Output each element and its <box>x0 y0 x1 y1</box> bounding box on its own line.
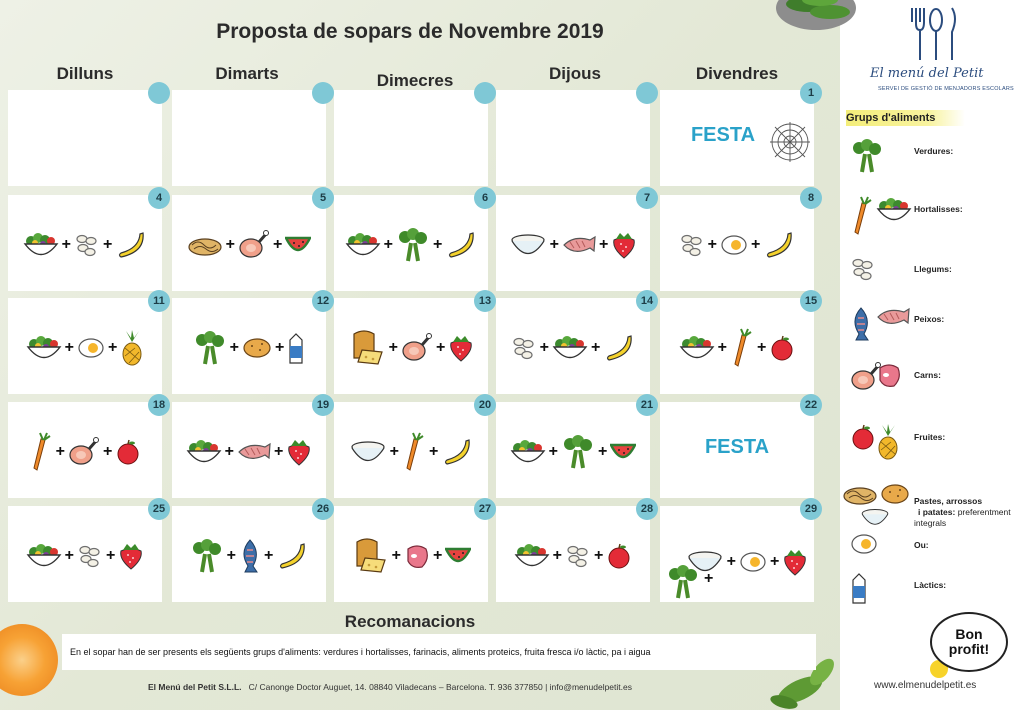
day-number-badge: 12 <box>312 290 334 312</box>
day-number-badge: 8 <box>800 187 822 209</box>
plus-sign: + <box>539 339 549 356</box>
calendar-cell <box>334 295 492 394</box>
holiday-label: FESTA <box>690 124 756 146</box>
rice-icon <box>509 232 547 258</box>
apple-icon <box>115 439 141 465</box>
calendar-cell <box>660 192 815 291</box>
group-label: Verdures: <box>914 146 954 156</box>
calendar-cell <box>172 399 330 498</box>
day-header-dijous: Dijous <box>549 64 601 83</box>
meal-row <box>334 328 488 368</box>
fish-icon <box>850 306 872 347</box>
meal-row <box>8 328 162 368</box>
day-number-badge: 25 <box>148 498 170 520</box>
groups-title: Grups d'aliments <box>846 110 965 126</box>
group-label: Làctics: <box>914 580 947 590</box>
strawberry-icon <box>782 547 808 577</box>
logo-name: El menú del Petit <box>870 66 984 81</box>
plus-sign: + <box>106 547 116 564</box>
salad-icon <box>552 334 588 362</box>
broccoli-icon <box>396 227 430 263</box>
calendar-cell <box>172 503 330 602</box>
broccoli-icon <box>561 434 595 470</box>
day-number-badge: 29 <box>800 498 822 520</box>
strawberry-icon <box>118 541 144 571</box>
apple-icon <box>850 424 876 455</box>
logo-subtitle: SERVEI DE GESTIÓ DE MENJADORS ESCOLARS <box>878 86 1014 92</box>
day-number-badge: 7 <box>636 187 658 209</box>
plus-sign: + <box>103 443 113 460</box>
egg-icon <box>739 550 767 574</box>
milk-icon <box>850 572 868 609</box>
strawberry-icon <box>611 230 637 260</box>
plus-sign: + <box>433 547 443 564</box>
green-beans-bowl-icon <box>768 0 868 40</box>
banana-icon <box>115 230 147 260</box>
watermelon-icon <box>610 443 636 461</box>
meal-row <box>8 225 162 265</box>
bon-profit-bubble <box>930 612 1008 672</box>
meal-row <box>8 536 162 576</box>
calendar-cell <box>8 192 163 291</box>
day-number-badge: 15 <box>800 290 822 312</box>
fish-icon <box>239 538 261 574</box>
milk-icon <box>287 332 305 364</box>
bon-profit-line2: profit! <box>948 641 990 657</box>
day-number-badge <box>474 82 496 104</box>
plus-sign: + <box>599 236 609 253</box>
plus-sign: + <box>433 236 443 253</box>
meal-row <box>334 225 488 265</box>
broccoli-icon <box>193 330 227 366</box>
meal-row <box>496 328 650 368</box>
recommendations-box <box>62 634 816 670</box>
plus-sign: + <box>391 547 401 564</box>
salad-icon <box>514 542 550 570</box>
day-header-dilluns: Dilluns <box>56 64 114 83</box>
legumes-icon <box>850 256 876 287</box>
calendar-cell <box>660 295 818 394</box>
legumes-icon <box>74 232 100 258</box>
plus-sign: + <box>383 236 393 253</box>
meal-row <box>660 225 814 265</box>
rice-icon <box>860 507 890 532</box>
day-number-badge: 22 <box>800 394 822 416</box>
plus-sign: + <box>549 236 559 253</box>
group-label: Ou: <box>914 540 929 550</box>
bon-profit-line1: Bon <box>955 626 983 642</box>
meal-row <box>172 432 326 472</box>
plus-sign: + <box>757 339 767 356</box>
spider-web-icon <box>768 120 812 169</box>
plus-sign: + <box>226 547 236 564</box>
carrot-icon <box>402 432 426 472</box>
salmon-icon <box>876 306 910 333</box>
carrot-icon <box>29 432 53 472</box>
day-number-badge <box>636 82 658 104</box>
day-number-badge: 6 <box>474 187 496 209</box>
calendar-cell <box>496 90 650 186</box>
legumes-icon <box>511 335 537 361</box>
plus-sign: + <box>229 339 239 356</box>
day-header-divendres: Divendres <box>695 64 779 83</box>
calendar-cell <box>172 90 326 186</box>
salad-icon <box>876 196 912 229</box>
group-label: Pastes, arrossos <box>914 496 983 506</box>
salmon-icon <box>237 441 271 463</box>
cutlery-logo-icon <box>906 4 966 64</box>
salad-icon <box>345 231 381 259</box>
meat-icon <box>876 362 902 393</box>
calendar-cell <box>660 503 818 602</box>
plus-sign: + <box>388 339 398 356</box>
legumes-icon <box>77 543 103 569</box>
recommendations-text: En el sopar han de ser presents els següents grups d'aliments: verdures i hortalisses, farinacis, aliments proteics, fruita fresca i/o làctic, pa i aigua <box>70 647 651 657</box>
broccoli-icon <box>666 564 700 605</box>
watermelon-icon <box>285 236 311 254</box>
ham-icon <box>401 333 433 363</box>
day-number-badge: 20 <box>474 394 496 416</box>
plus-sign: + <box>436 339 446 356</box>
egg-icon <box>77 336 105 360</box>
pasta-icon <box>187 233 223 257</box>
bread-icon <box>351 538 389 574</box>
day-number-badge <box>148 82 170 104</box>
day-number-badge: 18 <box>148 394 170 416</box>
carrot-icon <box>730 328 754 368</box>
meal-row <box>660 328 814 368</box>
plus-sign: + <box>103 236 113 253</box>
meat-icon <box>404 543 430 569</box>
meal-row <box>496 432 650 472</box>
potato-icon <box>242 336 272 360</box>
plus-sign: + <box>225 236 235 253</box>
pineapple-icon <box>876 424 900 465</box>
calendar-cell <box>334 90 488 186</box>
plus-sign: + <box>108 339 118 356</box>
calendar-cell <box>496 192 651 291</box>
egg-icon <box>850 532 878 561</box>
plus-sign: + <box>55 443 65 460</box>
rice-icon <box>349 439 387 465</box>
calendar-cell <box>496 503 654 602</box>
strawberry-icon <box>286 437 312 467</box>
day-number-badge: 27 <box>474 498 496 520</box>
plus-sign: + <box>594 547 604 564</box>
calendar-cell <box>660 399 818 498</box>
plus-sign: + <box>770 553 780 570</box>
salad-icon <box>679 334 715 362</box>
calendar-cell <box>8 295 165 394</box>
day-number-badge: 26 <box>312 498 334 520</box>
meal-row <box>334 536 488 576</box>
carrot-icon <box>850 196 874 241</box>
group-label: Llegums: <box>914 264 952 274</box>
plus-sign: + <box>552 547 562 564</box>
plus-sign: + <box>429 443 439 460</box>
meal-row <box>496 225 650 265</box>
group-label: Fruites: <box>914 432 946 442</box>
apple-icon <box>769 335 795 361</box>
day-number-badge: 14 <box>636 290 658 312</box>
group-label: integrals <box>914 518 947 528</box>
plus-sign: + <box>726 553 736 570</box>
meal-row <box>172 225 326 265</box>
salad-icon <box>23 231 59 259</box>
group-label: Peixos: <box>914 314 945 324</box>
footer <box>148 682 632 692</box>
group-label: i patates: preferentment <box>918 507 1011 517</box>
legumes-icon <box>565 543 591 569</box>
banana-icon <box>441 437 473 467</box>
plus-sign: + <box>273 236 283 253</box>
plus-sign: + <box>64 547 74 564</box>
calendar-cell <box>334 399 492 498</box>
calendar-cell <box>172 192 327 291</box>
day-number-badge: 13 <box>474 290 496 312</box>
footer-company: El Menú del Petit S.L.L. <box>148 682 242 692</box>
plus-sign: + <box>389 443 399 460</box>
calendar-cell <box>8 90 162 186</box>
plus-sign: + <box>548 443 558 460</box>
broccoli-icon <box>190 538 224 574</box>
plus-sign: + <box>274 443 284 460</box>
plus-sign: + <box>264 547 274 564</box>
calendar-cell <box>496 295 654 394</box>
legumes-icon <box>679 232 705 258</box>
calendar-cell <box>334 503 492 602</box>
day-number-badge: 1 <box>800 82 822 104</box>
recommendations-title: Recomanacions <box>344 612 476 631</box>
salad-icon <box>26 334 62 362</box>
group-label: Hortalisses: <box>914 204 963 214</box>
plus-sign: + <box>61 236 71 253</box>
salad-icon <box>186 438 222 466</box>
meal-row <box>172 328 326 368</box>
day-number-badge: 28 <box>636 498 658 520</box>
day-number-badge: 11 <box>148 290 170 312</box>
calendar-cell <box>334 192 489 291</box>
meal-row <box>8 432 162 472</box>
plus-sign: + <box>751 236 761 253</box>
day-number-badge: 4 <box>148 187 170 209</box>
plus-sign: + <box>64 339 74 356</box>
apple-icon <box>606 543 632 569</box>
plus-sign: + <box>224 443 234 460</box>
meal-row <box>172 536 326 576</box>
plus-sign: + <box>275 339 285 356</box>
calendar-cell <box>172 295 330 394</box>
broccoli-icon <box>850 138 884 179</box>
calendar-cell <box>660 87 815 186</box>
meal-row <box>334 432 488 472</box>
banana-icon <box>603 333 635 363</box>
day-header-dimecres: Dimecres <box>376 71 454 90</box>
meal-row <box>496 536 650 576</box>
strawberry-icon <box>448 333 474 363</box>
egg-icon <box>720 233 748 257</box>
day-number-badge: 19 <box>312 394 334 416</box>
website-link[interactable]: www.elmenudelpetit.es <box>874 680 977 691</box>
watermelon-icon <box>445 547 471 565</box>
calendar-cell <box>496 399 654 498</box>
salad-icon <box>26 542 62 570</box>
ham-icon <box>68 437 100 467</box>
day-header-dimarts: Dimarts <box>215 64 279 83</box>
footer-address: C/ Canonge Doctor Auguet, 14. 08840 Viladecans – Barcelona. T. 936 377850 | info@menudelpetit.es <box>248 682 632 692</box>
page-title: Proposta de sopars de Novembre 2019 <box>216 20 604 43</box>
plus-sign: + <box>704 570 714 587</box>
salmon-icon <box>562 234 596 256</box>
banana-icon <box>276 541 308 571</box>
pineapple-icon <box>120 330 144 366</box>
banana-icon <box>445 230 477 260</box>
day-number-badge: 21 <box>636 394 658 416</box>
ham-icon <box>238 230 270 260</box>
salad-icon <box>510 438 546 466</box>
plus-sign: + <box>591 339 601 356</box>
bread-icon <box>348 330 386 366</box>
calendar-cell <box>8 503 166 602</box>
plus-sign: + <box>707 236 717 253</box>
plus-sign: + <box>717 339 727 356</box>
group-label: Carns: <box>914 370 941 380</box>
plus-sign: + <box>598 443 608 460</box>
day-number-badge: 5 <box>312 187 334 209</box>
banana-icon <box>763 230 795 260</box>
day-number-badge <box>312 82 334 104</box>
holiday-label: FESTA <box>704 436 770 458</box>
calendar-cell <box>8 399 166 498</box>
